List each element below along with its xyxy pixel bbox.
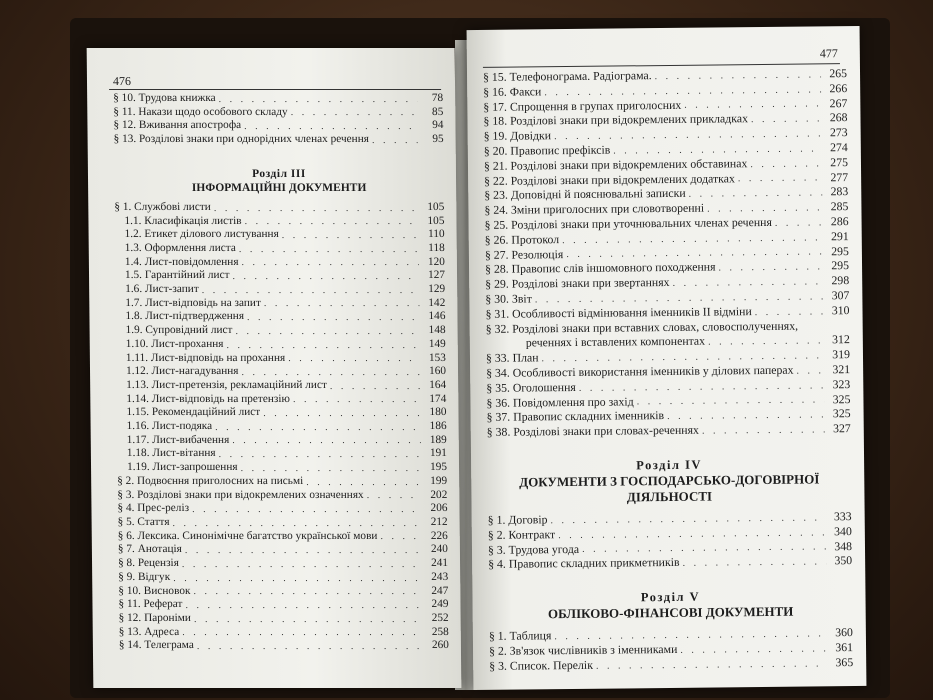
toc-entry-text: § 37. Правопис складних іменників [486, 408, 665, 425]
toc-entry [117, 475, 447, 489]
leader-dots [330, 381, 420, 393]
leader-dots [755, 306, 824, 319]
leader-dots [219, 94, 418, 106]
leader-dots [202, 285, 420, 297]
toc-entry-text: § 5. Стаття [117, 515, 170, 528]
toc-page-number: 85 [431, 105, 444, 118]
right-page [467, 26, 867, 690]
leader-dots [185, 600, 422, 612]
toc-entry-text: § 34. Особливості використання іменників у ділових паперах [486, 362, 794, 380]
toc-entry-text: § 24. Зміни приголосних при словотворенні [484, 200, 705, 218]
toc-entry [118, 543, 448, 557]
leader-dots [689, 188, 823, 201]
toc-entry-text: § 29. Розділові знаки при звертаннях [485, 275, 670, 292]
toc-page-number: 275 [830, 154, 849, 170]
toc-entry-text: § 28. Правопис слів іншомовного походження [484, 259, 716, 277]
toc-page-number: 283 [830, 184, 849, 199]
leader-dots [235, 326, 419, 338]
toc-page-number: 365 [835, 654, 854, 669]
toc-entry [115, 283, 445, 297]
toc-entry [117, 420, 447, 434]
toc-page-number: 129 [428, 283, 446, 296]
toc-entry [115, 297, 445, 311]
toc-page-number: 310 [831, 302, 850, 318]
toc-entry-text: 1.6. Лист-запит [125, 283, 199, 296]
toc-entry-text: § 27. Резолюція [484, 246, 564, 262]
toc-entry-text: § 14. Телеграма [118, 639, 194, 652]
toc-page-number: 265 [829, 66, 848, 81]
toc-page-number: 247 [431, 584, 449, 597]
leader-dots [582, 542, 826, 557]
toc-page-number: 78 [431, 92, 444, 104]
leader-dots [291, 107, 418, 119]
toc-page-number: 312 [832, 332, 850, 347]
toc-entry [114, 201, 444, 215]
toc-entry [115, 228, 445, 242]
toc-entry-text: § 17. Спрощення в групах приголосних [483, 97, 682, 114]
toc-page-number: 243 [431, 570, 449, 583]
leader-dots [684, 99, 821, 112]
toc-page-number: 307 [831, 288, 850, 303]
leader-dots [245, 216, 419, 228]
toc-entry-text: § 35. Оголошення [486, 379, 576, 395]
toc-entry-text: 1.8. Лист-підтвердження [125, 310, 245, 323]
leader-dots [738, 173, 822, 186]
leader-dots [372, 135, 418, 147]
toc-entry-text: 1.11. Лист-відповідь на прохання [125, 351, 286, 364]
leader-dots [264, 298, 420, 310]
toc-entry-text: § 4. Прес-реліз [117, 502, 190, 515]
toc-page-number: 186 [429, 420, 447, 433]
toc-page-number: 95 [432, 133, 444, 146]
toc-entry-text: 1.1. Класифікація листів [124, 214, 242, 227]
toc-entry-text: § 36. Повідомлення про захід [486, 393, 634, 410]
table-of-contents [483, 66, 853, 673]
toc-entry [119, 612, 449, 626]
toc-page-number: 149 [428, 337, 446, 350]
toc-page-number: 333 [833, 508, 852, 524]
toc-entry-text: 1.13. Лист-претензія, рекламаційний лист [126, 378, 327, 391]
toc-page-number: 249 [431, 598, 449, 611]
leader-dots [718, 262, 823, 275]
toc-entry-text: 1.9. Супровідний лист [125, 324, 233, 337]
toc-page-number: 274 [830, 140, 848, 155]
toc-entry-text: § 25. Розділові знаки при уточнювальних членах речення [484, 214, 772, 232]
toc-entry-text: § 15. Телефонограма. Радіограма. [482, 68, 652, 84]
toc-entry-text: § 30. Звіт [485, 291, 532, 306]
toc-entry-text: § 1. Таблиця [488, 628, 552, 643]
toc-entry-text: § 3. Трудова угода [487, 541, 580, 557]
toc-page-number: 286 [830, 214, 849, 229]
toc-entry-text: § 21. Розділові знаки при відокремлених обставинах [483, 155, 748, 173]
toc-entry [118, 516, 448, 530]
leader-dots [193, 586, 422, 598]
leader-dots [182, 627, 423, 639]
leader-dots [613, 143, 822, 157]
toc-entry [489, 655, 853, 674]
toc-entry-text: § 12. Вживання апострофа [113, 119, 242, 132]
toc-page-number: 291 [830, 228, 849, 244]
toc-page-number: 180 [429, 406, 447, 419]
leader-dots [185, 545, 422, 557]
leader-dots [655, 69, 822, 83]
toc-entry-text: § 6. Лексика. Синонімічне багатство української мови [117, 529, 378, 542]
leader-dots [707, 202, 822, 215]
toc-page-number: 164 [429, 378, 447, 391]
leader-dots [708, 335, 824, 348]
toc-page-number: 195 [430, 461, 448, 474]
toc-entry [115, 256, 445, 270]
toc-page-number: 268 [829, 110, 848, 125]
toc-entry-text: § 13. Розділові знаки при однорідних членах речення [113, 133, 370, 146]
toc-page-number: 105 [427, 200, 445, 213]
section-label: Розділ IV [636, 457, 703, 473]
leader-dots [306, 477, 421, 489]
leader-dots [367, 490, 422, 502]
leader-dots [637, 395, 825, 409]
toc-entry [117, 461, 447, 475]
toc-entry-text: § 2. Зв'язок числівників з іменниками [488, 641, 678, 658]
leader-dots [214, 203, 419, 215]
toc-entry [117, 447, 447, 461]
toc-page-number: 361 [835, 639, 854, 655]
toc-entry-text: § 11. Реферат [118, 598, 183, 611]
toc-entry-text: 1.3. Оформлення листа [124, 241, 236, 254]
toc-entry [119, 639, 449, 653]
leader-dots [682, 556, 826, 570]
toc-group-main [114, 201, 449, 653]
toc-page-number: 295 [831, 258, 850, 273]
toc-page-number: 241 [431, 557, 449, 570]
section-title: ІНФОРМАЦІЙНІ ДОКУМЕНТИ [191, 181, 367, 194]
toc-entry [114, 215, 444, 229]
page-number: 476 [112, 74, 132, 88]
toc-group-mid [486, 347, 851, 440]
toc-page-number: 94 [432, 119, 444, 132]
toc-entry-text: § 11. Накази щодо особового складу [113, 105, 288, 118]
toc-entry [117, 434, 447, 448]
toc-entry-text: § 3. Список. Перелік [489, 657, 593, 673]
leader-dots [380, 531, 421, 543]
leader-dots [293, 394, 421, 406]
toc-page-number: 199 [430, 474, 448, 487]
toc-entry-text: § 2. Контракт [487, 526, 556, 542]
leader-dots [197, 641, 423, 653]
toc-entry-text: 1.15. Рекомендаційний лист [126, 406, 261, 419]
toc-entry [117, 502, 447, 516]
toc-entry-text: 1.16. Лист-подяка [126, 420, 213, 433]
toc-page-number: 160 [429, 365, 447, 378]
toc-entry [118, 530, 448, 544]
toc-entry [114, 133, 444, 147]
toc-entry-text: 1.7. Лист-відповідь на запит [125, 296, 261, 309]
toc-entry-text: § 16. Факси [483, 84, 542, 99]
toc-entry-text: 1.4. Лист-повідомлення [124, 255, 239, 268]
toc-entry [115, 242, 445, 256]
leader-dots [672, 276, 823, 290]
toc-entry-text: § 4. Правопис складних прикметників [488, 555, 680, 572]
toc-page-number: 325 [832, 406, 851, 421]
toc-page-number: 258 [431, 625, 449, 638]
section-title: ОБЛІКОВО-ФІНАНСОВІ ДОКУМЕНТИ [547, 603, 794, 622]
toc-entry-text: 1.12. Лист-нагадування [125, 365, 239, 378]
toc-entry [486, 318, 850, 351]
leader-dots [244, 121, 417, 133]
toc-entry-text: § 31. Особливості відмінювання іменників II відміни [485, 303, 752, 321]
toc-entry-text: § 32. Розділові знаки при вставних словах, словосполученнях, [485, 318, 799, 336]
toc-entry-text: § 10. Трудова книжка [113, 92, 216, 104]
toc-entry-text: § 22. Розділові знаки при відокремлених додатках [484, 170, 735, 188]
toc-entry-text: § 1. Службові листи [114, 200, 211, 213]
toc-entry-text: 1.19. Лист-запрошення [126, 461, 238, 474]
toc-entry [115, 269, 445, 283]
toc-page-number: 323 [832, 376, 851, 391]
toc-page-number: 267 [829, 95, 848, 110]
toc-entry [118, 598, 448, 612]
toc-page-number: 260 [431, 639, 449, 652]
toc-page-number: 298 [831, 273, 850, 288]
leader-dots [750, 158, 822, 171]
leader-dots [667, 409, 825, 423]
leader-dots [232, 435, 421, 447]
toc-page-number: 226 [430, 529, 448, 542]
leader-dots [232, 271, 419, 283]
toc-page-number: 153 [428, 351, 446, 364]
toc-page-number: 212 [430, 515, 448, 528]
toc-entry-text: § 33. План [485, 350, 539, 366]
toc-entry-text: 1.14. Лист-відповідь на претензію [126, 392, 290, 405]
toc-page-number: 127 [428, 269, 446, 282]
toc-page-number: 277 [830, 169, 849, 184]
leader-dots [192, 504, 422, 516]
toc-page-number: 105 [427, 214, 445, 227]
leader-dots [194, 614, 423, 626]
toc-entry-text: 1.5. Гарантійний лист [124, 269, 230, 282]
toc-entry [113, 119, 443, 133]
toc-page-number: 266 [829, 80, 848, 96]
toc-entry-text: § 18. Розділові знаки при відокремлених прикладках [483, 111, 749, 129]
toc-entry-text: 1.2. Етикет ділового листування [124, 228, 279, 241]
toc-page-number: 252 [431, 611, 449, 624]
toc-entry [116, 393, 446, 407]
toc-entry [119, 626, 449, 640]
toc-page-number: 360 [835, 625, 853, 640]
toc-page-number: 120 [427, 255, 445, 268]
toc-entry-text: реченнях і вставлених компонентах [525, 333, 706, 350]
toc-entry-text: § 23. Доповідні й пояснювальні записки [484, 186, 686, 203]
toc-entry-text: § 1. Договір [487, 512, 548, 527]
toc-page-number: 206 [430, 502, 448, 515]
section-title: ДІЯЛЬНОСТІ [626, 488, 713, 505]
toc-entry [118, 585, 448, 599]
leader-dots [751, 114, 822, 127]
toc-entry-text: § 10. Висновок [118, 584, 191, 597]
header-rule [109, 89, 441, 90]
toc-entry [116, 365, 446, 379]
toc-entry-text: § 20. Правопис префіксів [483, 142, 611, 158]
page-number: 477 [819, 46, 838, 61]
toc-entry [118, 571, 448, 585]
toc-page-number: 202 [430, 488, 448, 501]
leader-dots [702, 424, 825, 437]
toc-page-number: 327 [832, 421, 851, 436]
toc-entry-text: § 38. Розділові знаки при словах-реченнях [486, 422, 699, 440]
leader-dots [241, 463, 422, 475]
toc-entry-text: 1.17. Лист-вибачення [126, 433, 230, 446]
toc-group-top [483, 66, 850, 321]
leader-dots [182, 559, 422, 571]
toc-page-number: 285 [830, 199, 849, 214]
toc-entry [116, 338, 446, 352]
toc-entry-text: § 12. Пароніми [118, 611, 191, 624]
leader-dots [680, 643, 827, 657]
toc-page-number: 321 [832, 362, 851, 377]
leader-dots [596, 658, 827, 672]
toc-page-number: 295 [831, 243, 849, 258]
toc-page-number: 350 [834, 553, 853, 568]
toc-page-number: 325 [832, 391, 851, 406]
toc-page-number: 273 [829, 125, 848, 140]
toc-page-number: 110 [428, 228, 445, 241]
toc-page-number: 189 [429, 433, 447, 446]
toc-entry-text: 1.18. Лист-вітання [126, 447, 216, 460]
toc-entry-text: § 7. Анотація [117, 543, 182, 556]
toc-entry-text: § 3. Розділові знаки при відокремлених означеннях [117, 488, 364, 501]
leader-dots [226, 340, 419, 352]
leader-dots [219, 449, 421, 461]
leader-dots [241, 257, 418, 269]
toc-entry [117, 489, 447, 503]
toc-group-section5 [489, 625, 853, 673]
toc-entry [116, 352, 446, 366]
leader-dots [288, 353, 420, 365]
toc-entry [118, 557, 448, 571]
leader-dots [247, 312, 420, 324]
toc-page-number: 118 [428, 241, 445, 254]
toc-entry [113, 106, 443, 120]
section-label: Розділ V [640, 589, 701, 605]
toc-entry-text: § 8. Рецензія [117, 557, 179, 570]
toc-page-number: 348 [834, 538, 853, 553]
leader-dots [263, 408, 420, 420]
section-title: ДОКУМЕНТИ З ГОСПОДАРСЬКО-ДОГОВІРНОЇ [519, 471, 820, 490]
toc-entry [116, 406, 446, 420]
leader-dots [282, 230, 419, 242]
toc-entry-text: § 2. Подвоєння приголосних на письмі [117, 474, 304, 487]
toc-page-number: 240 [430, 543, 448, 556]
leader-dots [215, 422, 421, 434]
leader-dots [172, 518, 421, 530]
toc-page-number: 174 [429, 392, 447, 405]
toc-page-number: 319 [832, 347, 851, 362]
toc-page-number: 146 [428, 310, 446, 323]
toc-entry [116, 379, 446, 393]
toc-entry [116, 324, 446, 338]
leader-dots [241, 367, 420, 379]
table-of-contents [113, 92, 449, 653]
toc-entry [113, 92, 443, 106]
left-page [87, 48, 462, 688]
toc-entry-text: § 13. Адреса [118, 625, 180, 638]
leader-dots [775, 217, 823, 229]
toc-entry-text: 1.10. Лист-прохання [125, 337, 224, 350]
leader-dots [239, 244, 419, 256]
toc-entry-text: § 19. Довідки [483, 128, 552, 144]
toc-group-top [113, 92, 444, 147]
toc-group-section4 [488, 509, 853, 572]
toc-page-number: 340 [834, 523, 852, 538]
toc-page-number: 148 [428, 324, 446, 337]
leader-dots [579, 380, 825, 395]
toc-page-number: 142 [428, 296, 446, 309]
leader-dots [173, 573, 422, 585]
toc-entry-text: § 26. Протокол [484, 231, 560, 247]
toc-entry-text: § 9. Відгук [118, 570, 171, 583]
toc-entry [115, 310, 445, 324]
section-label: Розділ III [252, 167, 306, 180]
toc-page-number: 191 [429, 447, 447, 460]
leader-dots [796, 365, 824, 377]
